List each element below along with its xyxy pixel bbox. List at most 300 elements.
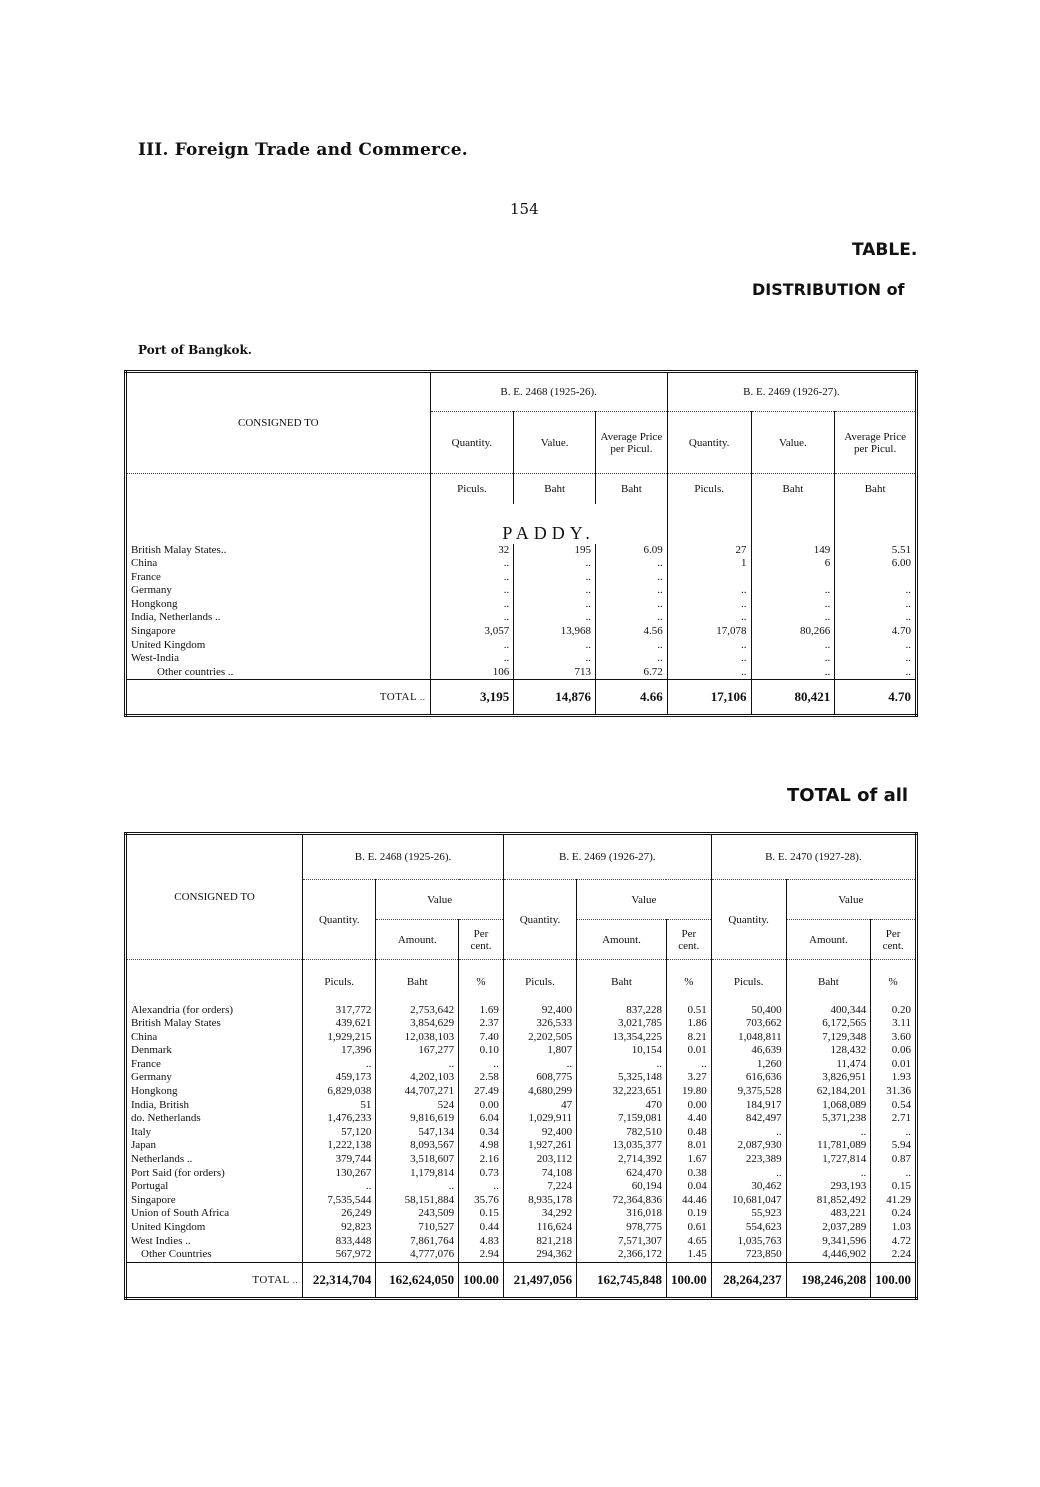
unit-piculs: Piculs. [430, 474, 514, 504]
cell-q2: 34,292 [503, 1207, 576, 1221]
cell-p3: 0.01 [871, 1058, 917, 1072]
table-row [126, 1235, 917, 1249]
cell-q2: 4,680,299 [503, 1085, 576, 1099]
avg-price-header: Average Price per Picul. [835, 412, 917, 474]
period-header-2: B. E. 2469 (1926-27). [667, 372, 916, 412]
cell-p1: 6.09 [596, 544, 668, 558]
cell-p3: 5.94 [871, 1139, 917, 1153]
cell-p2: 0.51 [666, 1004, 711, 1018]
cell-p1: 4.56 [596, 625, 668, 639]
distribution-heading: DISTRIBUTION of [752, 280, 905, 299]
quantity-header: Quantity. [303, 880, 376, 960]
cell-p2: 1.86 [666, 1017, 711, 1031]
cell-a3: 483,221 [786, 1207, 871, 1221]
cell-a1: 3,854,629 [376, 1017, 459, 1031]
cell-a3: 1,727,814 [786, 1153, 871, 1167]
cell-q3: 10,681,047 [711, 1194, 786, 1208]
cell-a3: 5,371,238 [786, 1112, 871, 1126]
total-label: TOTAL [379, 691, 417, 704]
table-row [126, 1058, 917, 1072]
cell-p2: 0.04 [666, 1180, 711, 1194]
cell-v1: .. [514, 598, 596, 612]
percent-header: Per cent. [459, 920, 504, 960]
cell-p3: 0.15 [871, 1180, 917, 1194]
cell-p1: 0.00 [459, 1099, 504, 1113]
total-amount-3: 198,246,208 [786, 1262, 871, 1298]
cell-q2: 47 [503, 1099, 576, 1113]
total-amount-2: 162,745,848 [577, 1262, 667, 1298]
cell-p2: .. [835, 666, 917, 680]
cell-q2: 326,533 [503, 1017, 576, 1031]
country-name: British Malay States [131, 1017, 221, 1030]
cell-p1: 4.98 [459, 1139, 504, 1153]
cell-p1: 4.83 [459, 1235, 504, 1249]
table-row [126, 611, 917, 625]
cell-q2: 116,624 [503, 1221, 576, 1235]
cell-a3: 1,068,089 [786, 1099, 871, 1113]
country-name: Alexandria (for orders) [131, 1003, 234, 1016]
cell-q1: 567,972 [303, 1248, 376, 1262]
cell-p2: 4.70 [835, 625, 917, 639]
cell-a2: 7,571,307 [577, 1235, 667, 1249]
table-row [126, 557, 917, 571]
cell-q2: 1,807 [503, 1044, 576, 1058]
cell-p2: 0.00 [666, 1099, 711, 1113]
cell-q3: 1,048,811 [711, 1031, 786, 1045]
cell-p1: 2.37 [459, 1017, 504, 1031]
table-row [126, 1221, 917, 1235]
cell-p3: 0.06 [871, 1044, 917, 1058]
total-quantity-2: 17,106 [667, 680, 751, 716]
cell-p1: .. [596, 639, 668, 653]
cell-q3: 1,260 [711, 1058, 786, 1072]
cell-q1: 130,267 [303, 1167, 376, 1181]
total-quantity-1: 3,195 [430, 680, 514, 716]
cell-q2: 17,078 [667, 625, 751, 639]
cell-a2: 13,035,377 [577, 1139, 667, 1153]
cell-a2: 60,194 [577, 1180, 667, 1194]
total-of-all-heading: TOTAL of all [787, 785, 909, 806]
percent-header: Per cent. [666, 920, 711, 960]
cell-p3: 3.11 [871, 1017, 917, 1031]
cell-q1: .. [430, 639, 514, 653]
cell-p1: 2.94 [459, 1248, 504, 1262]
table-row [126, 1099, 917, 1113]
cell-p1: .. [596, 598, 668, 612]
cell-p3: 2.71 [871, 1112, 917, 1126]
cell-q1: 106 [430, 666, 514, 680]
cell-q3: 30,462 [711, 1180, 786, 1194]
cell-q2: 203,112 [503, 1153, 576, 1167]
cell-a2: 5,325,148 [577, 1071, 667, 1085]
cell-p2: .. [835, 652, 917, 666]
avg-price-header: Average Price per Picul. [596, 412, 668, 474]
unit-percent: % [871, 960, 917, 1004]
cell-p3: 1.93 [871, 1071, 917, 1085]
cell-q1: 439,621 [303, 1017, 376, 1031]
total-value-1: 14,876 [514, 680, 596, 716]
cell-p2: .. [666, 1058, 711, 1072]
cell-p2: 1.67 [666, 1153, 711, 1167]
cell-p3: 1.03 [871, 1221, 917, 1235]
cell-v1: .. [514, 611, 596, 625]
cell-a2: 782,510 [577, 1126, 667, 1140]
country-name: Singapore [131, 625, 176, 638]
cell-q2: 608,775 [503, 1071, 576, 1085]
country-name: Singapore [131, 1193, 176, 1206]
cell-a1: .. [376, 1058, 459, 1072]
cell-a3: 128,432 [786, 1044, 871, 1058]
cell-a2: 3,021,785 [577, 1017, 667, 1031]
cell-q2: .. [667, 598, 751, 612]
unit-baht: Baht [751, 474, 835, 504]
cell-a3: 9,341,596 [786, 1235, 871, 1249]
table-row [126, 1044, 917, 1058]
total-percent-2: 100.00 [666, 1262, 711, 1298]
table-row [126, 1194, 917, 1208]
quantity-header: Quantity. [711, 880, 786, 960]
cell-a3: 11,474 [786, 1058, 871, 1072]
table-row [126, 652, 917, 666]
country-name: Germany [131, 584, 172, 597]
cell-p1: 0.10 [459, 1044, 504, 1058]
cell-v1: 13,968 [514, 625, 596, 639]
cell-p1: 2.58 [459, 1071, 504, 1085]
cell-q2: 92,400 [503, 1126, 576, 1140]
cell-p2: 6.00 [835, 557, 917, 571]
period-header-3: B. E. 2470 (1927-28). [711, 834, 916, 880]
cell-p2: 8.21 [666, 1031, 711, 1045]
cell-v1: .. [514, 571, 596, 585]
cell-q1: .. [430, 598, 514, 612]
cell-q1: 3,057 [430, 625, 514, 639]
cell-p3: 2.24 [871, 1248, 917, 1262]
cell-v2: .. [751, 652, 835, 666]
cell-a2: 316,018 [577, 1207, 667, 1221]
quantity-header: Quantity. [430, 412, 514, 474]
cell-p2: 3.27 [666, 1071, 711, 1085]
cell-a1: 8,093,567 [376, 1139, 459, 1153]
table-row [126, 1180, 917, 1194]
table-row [126, 544, 917, 558]
cell-q2: 1 [667, 557, 751, 571]
value-header: Value [786, 880, 916, 920]
cell-q1: .. [430, 584, 514, 598]
cell-a1: 44,707,271 [376, 1085, 459, 1099]
cell-a1: 243,509 [376, 1207, 459, 1221]
cell-p3: 31.36 [871, 1085, 917, 1099]
cell-q1: .. [303, 1058, 376, 1072]
country-name: Italy [131, 1125, 152, 1138]
cell-v2: 80,266 [751, 625, 835, 639]
quantity-header: Quantity. [667, 412, 751, 474]
cell-v2: .. [751, 639, 835, 653]
table-row [126, 666, 917, 680]
cell-a2: 7,159,081 [577, 1112, 667, 1126]
cell-p1: 27.49 [459, 1085, 504, 1099]
period-header-1: B. E. 2468 (1925-26). [430, 372, 667, 412]
cell-a1: .. [376, 1180, 459, 1194]
cell-a2: 978,775 [577, 1221, 667, 1235]
total-percent-1: 100.00 [459, 1262, 504, 1298]
cell-q2: 1,029,911 [503, 1112, 576, 1126]
quantity-header: Quantity. [503, 880, 576, 960]
country-name: Union of South Africa [131, 1207, 230, 1220]
unit-baht: Baht [577, 960, 667, 1004]
cell-q1: .. [430, 571, 514, 585]
cell-a3: 293,193 [786, 1180, 871, 1194]
cell-a3: 2,037,289 [786, 1221, 871, 1235]
cell-a1: 547,134 [376, 1126, 459, 1140]
cell-p1: .. [596, 571, 668, 585]
cell-v2: .. [751, 598, 835, 612]
cell-q2 [667, 571, 751, 585]
country-name: Hongkong [131, 1085, 178, 1098]
cell-p2: 0.01 [666, 1044, 711, 1058]
cell-p1: .. [596, 611, 668, 625]
cell-p1: 2.16 [459, 1153, 504, 1167]
cell-p1: 7.40 [459, 1031, 504, 1045]
cell-a1: 524 [376, 1099, 459, 1113]
country-name: West-India [131, 652, 179, 665]
country-name: Netherlands .. [131, 1153, 193, 1166]
table-row [126, 639, 917, 653]
cell-a3: 11,781,089 [786, 1139, 871, 1153]
cell-q2: .. [667, 611, 751, 625]
cell-a1: 1,179,814 [376, 1167, 459, 1181]
cell-q1: 7,535,544 [303, 1194, 376, 1208]
table-row [126, 1071, 917, 1085]
cell-q2: .. [667, 639, 751, 653]
cell-a1: 12,038,103 [376, 1031, 459, 1045]
cell-a2: 72,364,836 [577, 1194, 667, 1208]
table-row [126, 1085, 917, 1099]
cell-a2: 32,223,651 [577, 1085, 667, 1099]
cell-p3: 0.54 [871, 1099, 917, 1113]
cell-a3: 3,826,951 [786, 1071, 871, 1085]
cell-q2: 294,362 [503, 1248, 576, 1262]
cell-p2: 0.38 [666, 1167, 711, 1181]
cell-q1: 51 [303, 1099, 376, 1113]
cell-q1: .. [430, 557, 514, 571]
cell-q3: 554,623 [711, 1221, 786, 1235]
cell-a3: 6,172,565 [786, 1017, 871, 1031]
cell-p2: 44.46 [666, 1194, 711, 1208]
total-value-2: 80,421 [751, 680, 835, 716]
cell-v1: 713 [514, 666, 596, 680]
table-row [126, 1017, 917, 1031]
unit-baht: Baht [514, 474, 596, 504]
cell-a2: 837,228 [577, 1004, 667, 1018]
table-row [126, 584, 917, 598]
cell-q1: 317,772 [303, 1004, 376, 1018]
cell-q2: 1,927,261 [503, 1139, 576, 1153]
page-number: 154 [510, 200, 539, 218]
cell-q1: 1,476,233 [303, 1112, 376, 1126]
cell-a1: 167,277 [376, 1044, 459, 1058]
cell-q1: 26,249 [303, 1207, 376, 1221]
paddy-distribution-table: CONSIGNED TO B. E. 2468 (1925-26). B. E. 2469 (1926-27). Quantity. Value. Average Price per Picul. Quantity. Value. Average Price per Picul. Piculs. Baht Baht Piculs. Baht Baht PADDY. British Malay States.. 32 195 6.09 27 149 5.51 China .. .. .. 1 6 6.00 France .. .. .. Germany .. .. .. .. .. .. Hongkong .. .. .. .. .. .. India, Netherlands .. .. .. .. .. .. .. Singapore 3,057 13,968 4.56 17,078 80,266 4.70 United Kingdom .. .. .. .. .. .. West-India .. .. .. .. .. .. Other countries .. 106 713 6.72 .. .. .. TOTAL .. 3,195 14,876 4.66 17,106 80,421 4.70 [124, 370, 918, 717]
cell-p1: 0.44 [459, 1221, 504, 1235]
total-quantity-2: 21,497,056 [503, 1262, 576, 1298]
country-name: China [131, 1030, 158, 1043]
cell-v1: 195 [514, 544, 596, 558]
unit-percent: % [459, 960, 504, 1004]
value-header: Value. [514, 412, 596, 474]
cell-a1: 710,527 [376, 1221, 459, 1235]
cell-q2: .. [667, 652, 751, 666]
cell-p3: 0.24 [871, 1207, 917, 1221]
cell-q1: .. [430, 611, 514, 625]
cell-p1: 6.04 [459, 1112, 504, 1126]
cell-q3: 184,917 [711, 1099, 786, 1113]
cell-v1: .. [514, 584, 596, 598]
cell-p1: 0.15 [459, 1207, 504, 1221]
cell-a2: .. [577, 1058, 667, 1072]
country-name: Japan [131, 1139, 157, 1152]
table-row [126, 1126, 917, 1140]
cell-v1: .. [514, 557, 596, 571]
cell-a1: 7,861,764 [376, 1235, 459, 1249]
cell-a1: 3,518,607 [376, 1153, 459, 1167]
cell-q3: 9,375,528 [711, 1085, 786, 1099]
consigned-to-header: CONSIGNED TO [126, 834, 303, 960]
consigned-to-header: CONSIGNED TO [126, 372, 431, 474]
cell-a3: 4,446,902 [786, 1248, 871, 1262]
total-percent-3: 100.00 [871, 1262, 917, 1298]
table-row [126, 1139, 917, 1153]
cell-q1: 379,744 [303, 1153, 376, 1167]
country-name: do. Netherlands [131, 1112, 201, 1125]
cell-q1: 6,829,038 [303, 1085, 376, 1099]
cell-a3: .. [786, 1126, 871, 1140]
cell-v1: .. [514, 652, 596, 666]
cell-p1: 0.73 [459, 1167, 504, 1181]
cell-p2: 1.45 [666, 1248, 711, 1262]
cell-p1: 6.72 [596, 666, 668, 680]
unit-baht: Baht [376, 960, 459, 1004]
unit-piculs: Piculs. [667, 474, 751, 504]
total-quantity-1: 22,314,704 [303, 1262, 376, 1298]
cell-q1: 17,396 [303, 1044, 376, 1058]
cell-a1: 58,151,884 [376, 1194, 459, 1208]
cell-p2: 4.40 [666, 1112, 711, 1126]
table-heading: TABLE. [852, 240, 918, 260]
cell-p2: .. [835, 639, 917, 653]
cell-v2: .. [751, 666, 835, 680]
unit-percent: % [666, 960, 711, 1004]
cell-q2: 8,935,178 [503, 1194, 576, 1208]
unit-piculs: Piculs. [503, 960, 576, 1004]
cell-p3: 4.72 [871, 1235, 917, 1249]
country-name: Other Countries [141, 1248, 212, 1261]
cell-q2: 27 [667, 544, 751, 558]
cell-q2: .. [503, 1058, 576, 1072]
cell-q1: 32 [430, 544, 514, 558]
cell-q3: 842,497 [711, 1112, 786, 1126]
unit-baht: Baht [596, 474, 668, 504]
cell-q3: .. [711, 1167, 786, 1181]
cell-p3: 0.87 [871, 1153, 917, 1167]
total-label: TOTAL [252, 1273, 290, 1286]
cell-q2: 821,218 [503, 1235, 576, 1249]
country-name: West Indies .. [131, 1234, 191, 1247]
cell-q1: 833,448 [303, 1235, 376, 1249]
cell-p1: 0.34 [459, 1126, 504, 1140]
cell-a2: 10,154 [577, 1044, 667, 1058]
table-row [126, 625, 917, 639]
cell-q1: 459,173 [303, 1071, 376, 1085]
cell-p3: 0.20 [871, 1004, 917, 1018]
cell-q3: 723,850 [711, 1248, 786, 1262]
value-header: Value. [751, 412, 835, 474]
country-name: Portugal [131, 1180, 169, 1193]
cell-p3: 3.60 [871, 1031, 917, 1045]
unit-baht: Baht [835, 474, 917, 504]
cell-q3: 703,662 [711, 1017, 786, 1031]
cell-q1: 1,929,215 [303, 1031, 376, 1045]
cell-a2: 470 [577, 1099, 667, 1113]
cell-p2: 19.80 [666, 1085, 711, 1099]
cell-p2: .. [835, 584, 917, 598]
cell-q2: 7,224 [503, 1180, 576, 1194]
country-name: Germany [131, 1071, 172, 1084]
percent-header: Per cent. [871, 920, 917, 960]
unit-piculs: Piculs. [711, 960, 786, 1004]
cell-q3: 50,400 [711, 1004, 786, 1018]
country-name: Other countries .. [157, 665, 234, 678]
cell-a3: 81,852,492 [786, 1194, 871, 1208]
cell-a3: 400,344 [786, 1004, 871, 1018]
country-name: United Kingdom [131, 638, 206, 651]
period-header-1: B. E. 2468 (1925-26). [303, 834, 504, 880]
cell-p1: .. [596, 557, 668, 571]
cell-p1: .. [459, 1058, 504, 1072]
cell-a3: 62,184,201 [786, 1085, 871, 1099]
cell-q3: 1,035,763 [711, 1235, 786, 1249]
port-label: Port of Bangkok. [138, 343, 252, 357]
cell-p3: 41.29 [871, 1194, 917, 1208]
cell-p2: .. [835, 598, 917, 612]
cell-q1: 1,222,138 [303, 1139, 376, 1153]
cell-p2: 8.01 [666, 1139, 711, 1153]
table-row [126, 1167, 917, 1181]
period-header-2: B. E. 2469 (1926-27). [503, 834, 711, 880]
cell-v2: .. [751, 584, 835, 598]
country-name: Denmark [131, 1044, 172, 1057]
cell-a1: 4,777,076 [376, 1248, 459, 1262]
cell-p1: .. [596, 584, 668, 598]
unit-baht: Baht [786, 960, 871, 1004]
cell-p3: .. [871, 1167, 917, 1181]
total-price-2: 4.70 [835, 680, 917, 716]
table-row [126, 1031, 917, 1045]
total-quantity-3: 28,264,237 [711, 1262, 786, 1298]
total-amount-1: 162,624,050 [376, 1262, 459, 1298]
cell-q3: 55,923 [711, 1207, 786, 1221]
value-header: Value [376, 880, 504, 920]
cell-a2: 13,354,225 [577, 1031, 667, 1045]
table-row [126, 1153, 917, 1167]
amount-header: Amount. [786, 920, 871, 960]
value-header: Value [577, 880, 712, 920]
table-row [126, 598, 917, 612]
cell-a1: 2,753,642 [376, 1004, 459, 1018]
cell-a2: 2,366,172 [577, 1248, 667, 1262]
cell-q2: .. [667, 666, 751, 680]
country-name: India, British [131, 1098, 190, 1111]
cell-q3: 223,389 [711, 1153, 786, 1167]
